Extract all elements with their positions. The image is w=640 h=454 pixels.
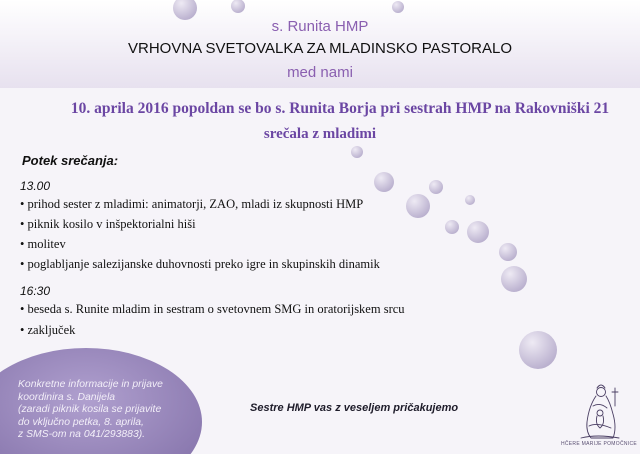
agenda-item: • prihod sester z mladimi: animatorji, ZAO, mladi iz skupnosti HMP xyxy=(20,197,364,211)
agenda-item: • zaključek xyxy=(20,323,76,337)
agenda-time-2: 16:30 xyxy=(20,284,51,298)
decor-circle xyxy=(392,1,404,13)
decor-circle xyxy=(406,194,430,218)
decor-circle xyxy=(445,220,459,234)
mary-help-of-christians-logo-icon xyxy=(567,382,631,442)
agenda-item: • molitev xyxy=(20,237,66,251)
info-line: Konkretne informacije in prijave xyxy=(18,379,163,390)
info-line: (zaradi piknik kosila se prijavite xyxy=(18,404,162,416)
decor-circle xyxy=(519,331,557,369)
decor-circle xyxy=(374,172,394,192)
closing-message: Sestre HMP vas z veseljem pričakujemo xyxy=(250,402,459,414)
agenda-item: • poglabljanje salezijanske duhovnosti preko igre in skupinskih dinamik xyxy=(20,257,380,271)
header-tagline: med nami xyxy=(287,64,353,81)
info-line: koordinira s. Danijela xyxy=(18,391,116,403)
logo-caption: HČERE MARIJE POMOČNICE xyxy=(560,441,638,447)
agenda-item: • piknik kosilo v inšpektorialni hiši xyxy=(20,217,196,231)
decor-circle xyxy=(499,243,517,261)
header-subtitle: s. Runita HMP xyxy=(271,18,369,35)
decor-circle xyxy=(467,221,489,243)
announcement-line1: 10. aprila 2016 popoldan se bo s. Runita Borja pri sestrah HMP na Rakovniški 21 xyxy=(70,100,610,117)
info-text xyxy=(18,379,188,442)
decor-circle xyxy=(429,180,443,194)
agenda-time-1: 13.00 xyxy=(20,179,51,193)
decor-circle xyxy=(465,195,475,205)
header-title: VRHOVNA SVETOVALKA ZA MLADINSKO PASTORALO xyxy=(127,40,513,57)
agenda-title: Potek srečanja: xyxy=(22,153,119,168)
info-line: do vključno petka, 8. aprila, xyxy=(18,416,144,428)
agenda-item: • beseda s. Runite mladim in sestram o svetovnem SMG in oratorijskem srcu xyxy=(20,302,405,316)
announcement-line2: srečala z mladimi xyxy=(263,126,377,142)
decor-circle xyxy=(351,146,363,158)
info-line: z SMS-om na 041/293883). xyxy=(18,429,146,441)
decor-circle xyxy=(501,266,527,292)
